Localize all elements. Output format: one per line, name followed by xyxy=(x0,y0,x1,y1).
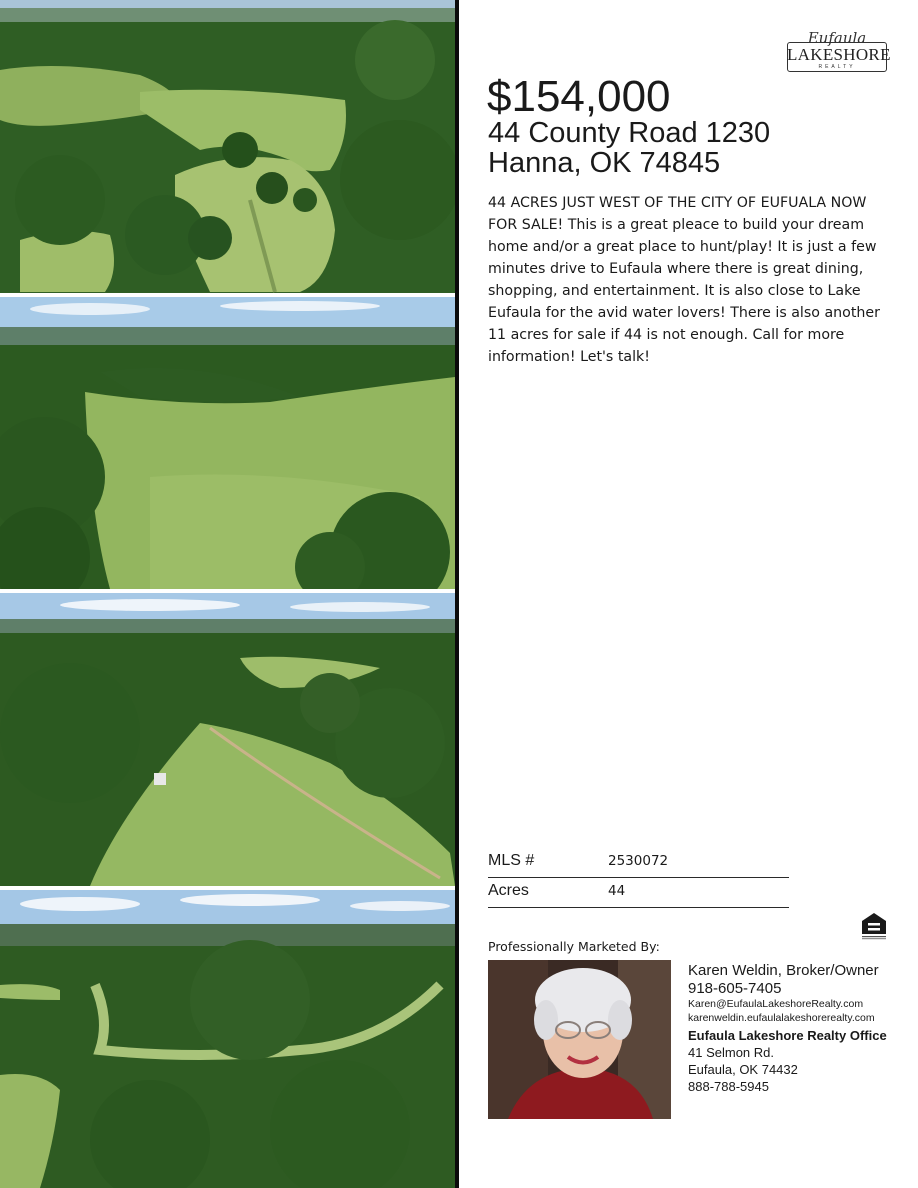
column-divider xyxy=(455,0,459,1188)
property-photo-4[interactable] xyxy=(0,890,455,1188)
logo-subtitle: REALTY xyxy=(818,64,856,70)
property-photo-column xyxy=(0,0,456,1188)
agent-website[interactable]: karenweldin.eufaulalakeshorerealty.com xyxy=(688,1011,875,1024)
agent-email[interactable]: Karen@EufaulaLakeshoreRealty.com xyxy=(688,998,864,1010)
listing-description: 44 ACRES JUST WEST OF THE CITY OF EUFUALA NOW FOR SALE! This is a great pleace to build your dream home and/or a great place to hunt/play! It is just a few minutes drive to Eufaula where there is great dining, shopping, and entertainment. It is also close to Lake Eufaula for the avid water lovers! There is also another 11 acres for sale if 44 is not enough. Call for more information! Let's talk! xyxy=(488,195,880,365)
fact-value: 2530072 xyxy=(608,853,669,869)
logo-wordmark: LAKESHORE xyxy=(787,45,891,64)
office-phone[interactable]: 888-788-5945 xyxy=(688,1079,769,1094)
property-photo-1[interactable] xyxy=(0,0,455,293)
address-line-2: Hanna, OK 74845 xyxy=(488,147,721,179)
address-line-1: 44 County Road 1230 xyxy=(488,117,771,149)
logo-script: Eufaula xyxy=(807,29,867,47)
equal-housing-opportunity-icon xyxy=(859,910,889,940)
office-name: Eufaula Lakeshore Realty Office xyxy=(688,1028,887,1043)
marketed-by-label: Professionally Marketed By: xyxy=(488,939,660,954)
agent-phone[interactable]: 918-605-7405 xyxy=(688,980,782,997)
office-city: Eufaula, OK 74432 xyxy=(688,1062,798,1077)
property-photo-2[interactable] xyxy=(0,297,455,589)
agent-contact-block xyxy=(688,961,908,1095)
fact-value: 44 xyxy=(608,883,626,899)
office-street: 41 Selmon Rd. xyxy=(688,1045,774,1060)
agent-name: Karen Weldin, Broker/Owner xyxy=(688,962,879,979)
listing-price: $154,000 xyxy=(487,72,671,121)
brokerage-logo xyxy=(787,29,891,75)
fact-row-mls xyxy=(488,848,789,878)
listing-facts xyxy=(488,848,789,908)
fact-label: MLS # xyxy=(488,852,535,869)
fact-row-acres xyxy=(488,878,789,908)
fact-label: Acres xyxy=(488,882,529,899)
agent-headshot xyxy=(488,960,671,1119)
property-photo-3[interactable] xyxy=(0,593,455,886)
